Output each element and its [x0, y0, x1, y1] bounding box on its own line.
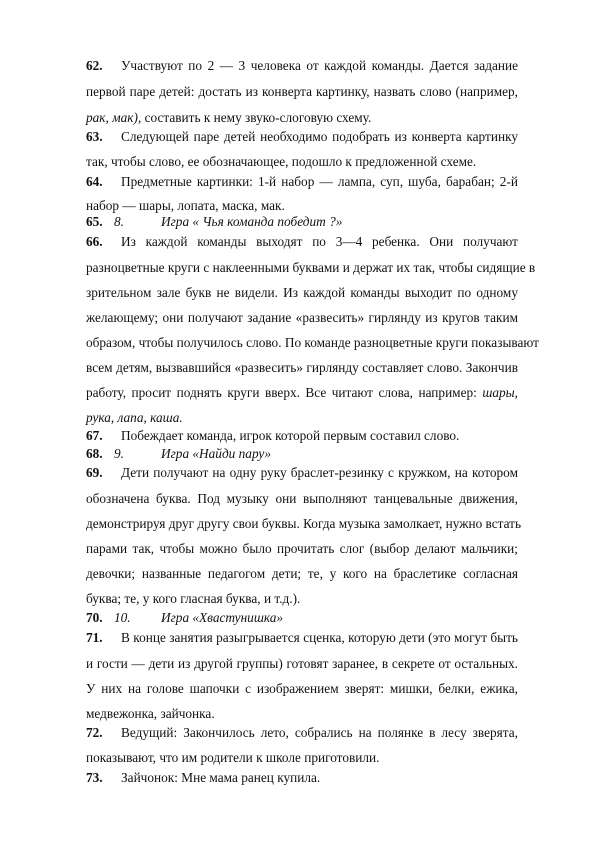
paragraph-70-heading — [86, 610, 518, 626]
paragraph-text: Следующей паре детей необходимо подобрать из конверта картинку — [121, 129, 518, 144]
game-title: Игра «Хвастунишка» — [161, 610, 284, 625]
paragraph-73-line-1 — [86, 770, 518, 786]
paragraph-number: 69. — [86, 465, 103, 480]
italic-example-words: рак, мак), — [86, 110, 142, 125]
paragraph-62-line-2: первой паре детей: достать из конверта картинку, назвать слово (например, — [86, 84, 518, 99]
paragraph-72-line-1 — [86, 725, 518, 741]
paragraph-number: 68. — [86, 446, 103, 461]
paragraph-text: работу, просит поднять круги вверх. Все читают слова, например: — [86, 385, 477, 400]
paragraph-number: 65. — [86, 214, 103, 229]
paragraph-number: 64. — [86, 174, 103, 189]
paragraph-62-line-1 — [86, 58, 518, 74]
paragraph-66-line-5: образом, чтобы получилось слово. По команде разноцветные круги показывают — [86, 335, 539, 350]
paragraph-66-line-3: зрительном зале букв не видели. Из каждой команды выходит по одному — [86, 285, 518, 300]
paragraph-63-line-1 — [86, 129, 518, 145]
paragraph-63-line-2: так, чтобы слово, ее обозначающее, подошло к предложенной схеме. — [86, 154, 477, 169]
paragraph-text: Участвуют по 2 — 3 человека от каждой команды. Дается задание — [121, 58, 518, 73]
paragraph-69-line-5: девочки; названные педагогом дети; те, у кого на браслетике согласная — [86, 566, 518, 581]
paragraph-69-line-3: демонстрируя друг другу свои буквы. Когда музыка замолкает, нужно встать — [86, 516, 522, 531]
paragraph-66-line-6: всем детям, вызвавшийся «развесить» гирлянду составляет слово. Закончив — [86, 360, 518, 375]
paragraph-text: Дети получают на одну руку браслет-резинку с кружком, на котором — [121, 465, 518, 480]
paragraph-66-line-2: разноцветные круги с наклеенными буквами и держат их так, чтобы сидящие в — [86, 260, 536, 275]
paragraph-71-line-1 — [86, 630, 518, 646]
paragraph-number: 71. — [86, 630, 103, 645]
paragraph-66-line-4: желающему; они получают задание «развесить» гирлянду из кругов таким — [86, 310, 518, 325]
paragraph-64-line-2: набор — шары, лопата, маска, мак. — [86, 198, 285, 213]
italic-example-words: рука, лапа, каша. — [86, 410, 183, 425]
paragraph-text: Ведущий: Закончилось лето, собрались на полянке в лесу зверята, — [121, 725, 518, 740]
paragraph-66-line-7 — [86, 385, 518, 401]
paragraph-number: 67. — [86, 428, 103, 443]
paragraph-number: 63. — [86, 129, 103, 144]
paragraph-text: В конце занятия разыгрывается сценка, которую дети (это могут быть — [121, 630, 518, 645]
paragraph-66-line-8 — [86, 410, 518, 426]
paragraph-number: 70. — [86, 610, 103, 625]
paragraph-65-heading — [86, 214, 518, 230]
game-title: Игра «Найди пару» — [161, 446, 271, 461]
paragraph-69-line-6: буква; те, у кого гласная буква, и т.д.). — [86, 591, 301, 606]
paragraph-67-line-1 — [86, 428, 518, 444]
paragraph-71-line-2: и гости — дети из другой группы) готовят заранее, в секрете от остальных. — [86, 656, 518, 671]
game-number: 10. — [114, 610, 131, 625]
game-number: 9. — [114, 446, 124, 461]
paragraph-62-line-3 — [86, 110, 518, 126]
paragraph-66-line-1 — [86, 234, 518, 250]
game-title: Игра « Чья команда победит ?» — [161, 214, 343, 229]
paragraph-text: составить к нему звуко-слоговую схему. — [144, 110, 372, 125]
paragraph-69-line-4: парами так, чтобы можно было прочитать слог (выбор делают мальчики; — [86, 541, 518, 556]
paragraph-71-line-4: медвежонка, зайчонка. — [86, 706, 215, 721]
paragraph-64-line-1 — [86, 174, 518, 190]
paragraph-71-line-3: У них на голове шапочки с изображением зверят: мишки, белки, ежика, — [86, 681, 518, 696]
paragraph-number: 62. — [86, 58, 103, 73]
paragraph-text: Предметные картинки: 1-й набор — лампа, суп, шуба, барабан; 2-й — [121, 174, 518, 189]
paragraph-text: Зайчонок: Мне мама ранец купила. — [121, 770, 321, 785]
paragraph-69-line-2: обозначена буква. Под музыку они выполняют танцевальные движения, — [86, 491, 518, 506]
paragraph-72-line-2: показывают, что им родители к школе приготовили. — [86, 750, 380, 765]
paragraph-number: 72. — [86, 725, 103, 740]
paragraph-text: Побеждает команда, игрок которой первым составил слово. — [121, 428, 460, 443]
paragraph-number: 73. — [86, 770, 103, 785]
italic-example-words: шары, — [482, 385, 518, 400]
paragraph-69-line-1 — [86, 465, 518, 481]
paragraph-number: 66. — [86, 234, 103, 249]
game-number: 8. — [114, 214, 124, 229]
paragraph-text: Из каждой команды выходят по 3—4 ребенка. Они получают — [121, 234, 518, 249]
paragraph-68-heading — [86, 446, 518, 462]
